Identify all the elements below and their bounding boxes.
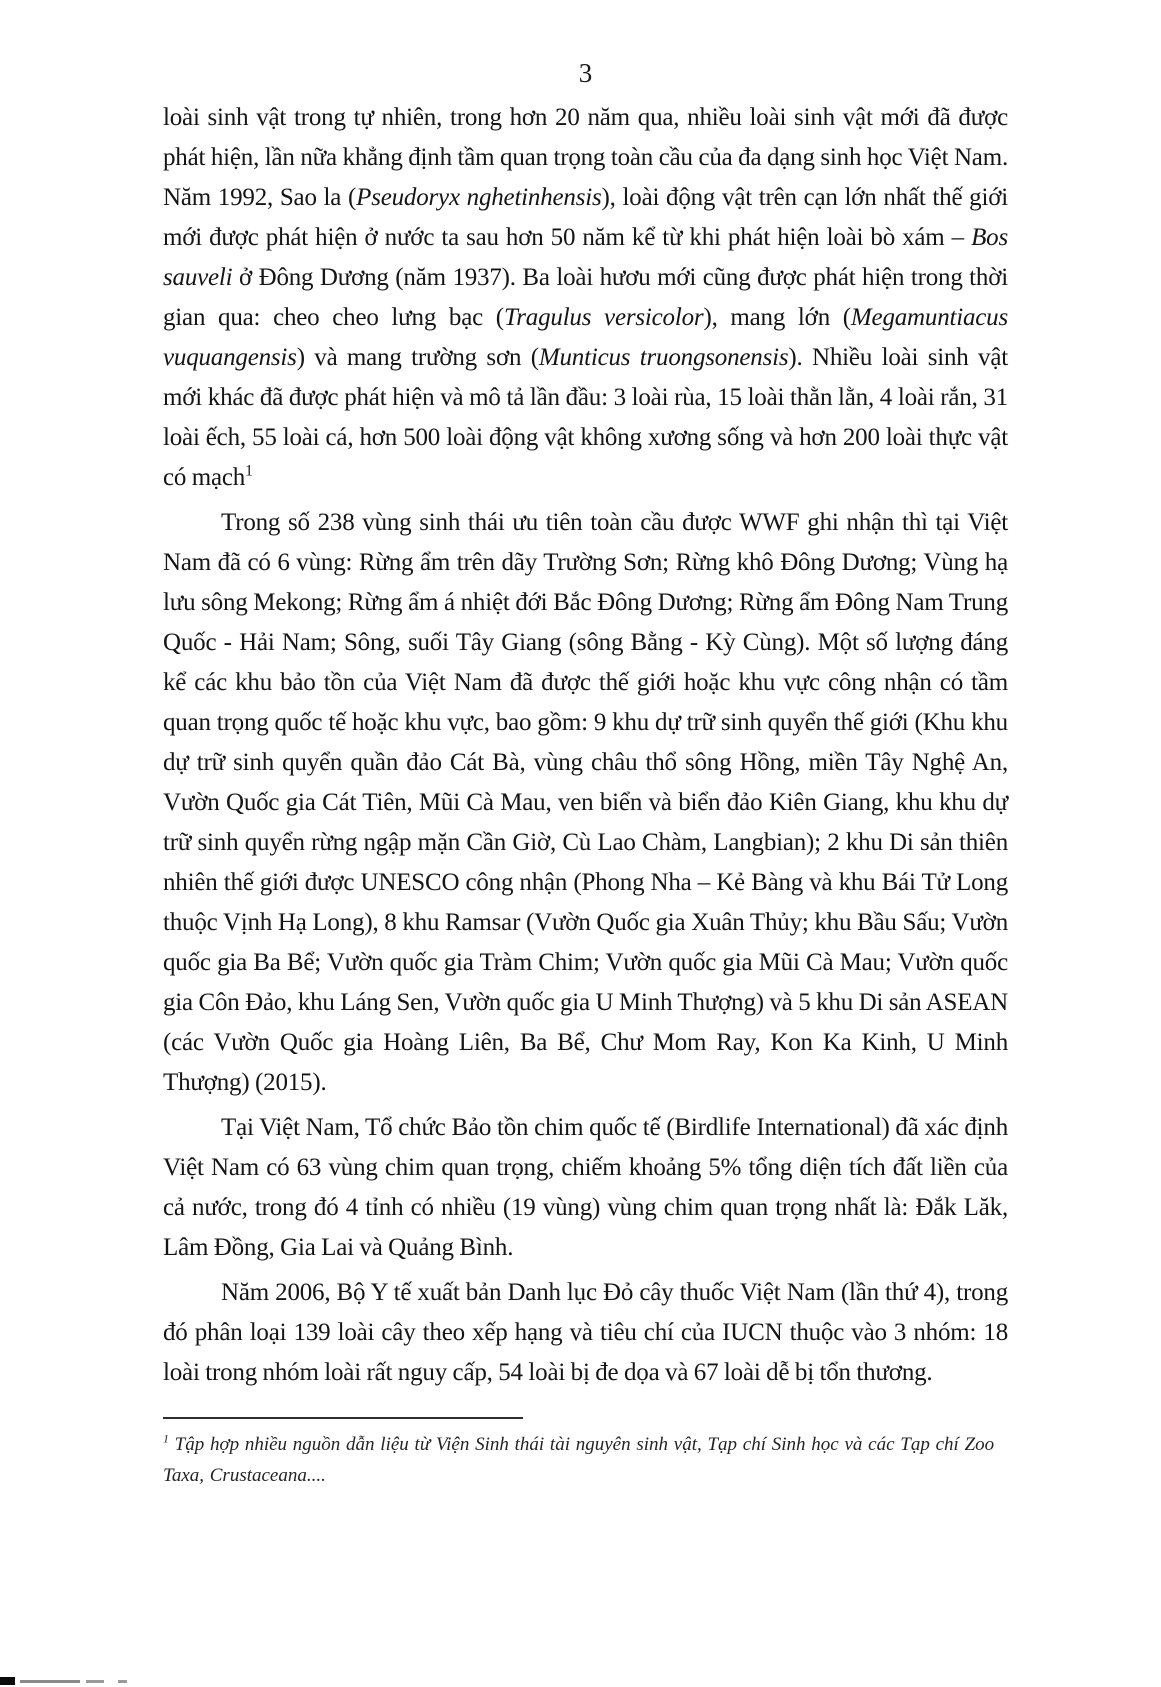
text-segment: Trong số 238 vùng sinh thái ưu tiên toàn cầu được WWF ghi nhận thì tại Việt Nam đã có 6 vùng: Rừng ẩm trên dãy Trường Sơn; Rừng khô Đông Dương; Vùng hạ lưu sông Mekong; Rừng ẩm á nhiệt đới Bắc Đông Dương; Rừng ẩm Đông Nam Trung Quốc - Hải Nam; Sông, suối Tây Giang (sông Bằng - Kỳ Cùng). Một số lượng đáng kể các khu bảo tồn của Việt Nam đã được thế giới hoặc khu vực công nhận có tầm quan trọng quốc tế hoặc khu vực, bao gồm: 9 khu dự trữ sinh quyển thế giới (Khu khu dự trữ sinh quyển quần đảo Cát Bà, vùng châu thổ sông Hồng, miền Tây Nghệ An, Vườn Quốc gia Cát Tiên, Mũi Cà Mau, ven biển và biển đảo Kiên Giang, khu khu dự trữ sinh quyển rừng ngập mặn Cần Giờ, Cù Lao Chàm, Langbian); 2 khu Di sản thiên nhiên thế giới được UNESCO công nhận (Phong Nha – Kẻ Bàng và khu Bái Tử Long thuộc Vịnh Hạ Long), 8 khu Ramsar (Vườn Quốc gia Xuân Thủy; khu Bầu Sấu; Vườn quốc gia Ba Bể; Vườn quốc gia Tràm Chim; Vườn quốc gia Mũi Cà Mau; Vườn quốc gia Côn Đảo, khu Láng Sen, Vườn quốc gia U Minh Thượng) và 5 khu Di sản ASEAN (các Vườn Quốc gia Hoàng Liên, Ba Bể, Chư Mom Ray, Kon Ka Kinh, U Minh Thượng) (2015). [163, 509, 1008, 1096]
text-segment: loài sinh vật trong tự nhiên, trong hơn 20 năm qua, nhiều loài sinh vật mới đã được phát hiện, lần nữa khẳng định tầm quan trọng toàn cầu của đa dạng sinh học Việt Nam. Năm 1992, Sao la ( [163, 104, 1008, 211]
footnote-reference: 1 [245, 462, 253, 480]
text-segment: ). Nhiều loài sinh vật mới khác đã được phát hiện và mô tả lần đầu: 3 loài rùa, 15 loài thằn lằn, 4 loài rắn, 31 loài ếch, 55 loài cá, hơn 500 loài động vật không xương sống và hơn 200 loài thực vật có mạch [163, 344, 1008, 491]
species-name: Munticus truongsonensis [538, 344, 789, 371]
scan-artifact-dash [20, 1680, 80, 1683]
text-segment: Tại Việt Nam, Tổ chức Bảo tồn chim quốc tế (Birdlife International) đã xác định Việt Nam có 63 vùng chim quan trọng, chiếm khoảng 5% tổng diện tích đất liền của cả nước, trong đó 4 tỉnh có nhiều (19 vùng) vùng chim quan trọng nhất là: Đắk Lăk, Lâm Đồng, Gia Lai và Quảng Bình. [163, 1114, 1008, 1261]
footnote-text [163, 1429, 1008, 1491]
page-content [163, 98, 1008, 1491]
text-segment: Năm 2006, Bộ Y tế xuất bản Danh lục Đỏ cây thuốc Việt Nam (lần thứ 4), trong đó phân loại 139 loài cây theo xếp hạng và tiêu chí của IUCN thuộc vào 3 nhóm: 18 loài trong nhóm loài rất nguy cấp, 54 loài bị đe dọa và 67 loài dễ bị tổn thương. [163, 1279, 1008, 1386]
paragraph [163, 1273, 1008, 1393]
footnote-body: Tập hợp nhiều nguồn dẫn liệu từ Viện Sinh thái tài nguyên sinh vật, Tạp chí Sinh học và các Tạp chí Zoo Taxa, Crustaceana.... [163, 1434, 995, 1486]
text-segment: ), loài động vật trên cạn lớn nhất thế giới mới được phát hiện ở nước ta sau hơn 50 năm kể từ khi phát hiện loài bò xám – [163, 184, 1008, 251]
paragraphs [163, 98, 1008, 1393]
scan-artifact [0, 1677, 127, 1685]
page-number: 3 [578, 58, 593, 88]
paragraph [163, 1108, 1008, 1268]
footnote-marker: 1 [163, 1432, 169, 1446]
species-name: Tragulus versicolor [503, 304, 704, 331]
species-name: Bos sauveli [163, 224, 1008, 291]
text-segment: ) và mang trường sơn ( [296, 344, 539, 371]
paragraph [163, 503, 1008, 1103]
paragraph [163, 98, 1008, 498]
scan-artifact-dash [118, 1680, 127, 1683]
species-name: Megamuntiacus vuquangensis [163, 304, 1009, 371]
species-name: Pseudoryx nghetinhensis [356, 184, 602, 211]
text-segment: ), mang lớn ( [703, 304, 851, 331]
scan-artifact-dash [86, 1680, 104, 1683]
footnote [163, 1417, 1008, 1491]
footnote-divider [163, 1417, 523, 1419]
text-segment: ở Đông Dương (năm 1937). Ba loài hươu mới cũng được phát hiện trong thời gian qua: cheo cheo lưng bạc ( [163, 264, 1008, 331]
scan-artifact-block [0, 1677, 15, 1685]
